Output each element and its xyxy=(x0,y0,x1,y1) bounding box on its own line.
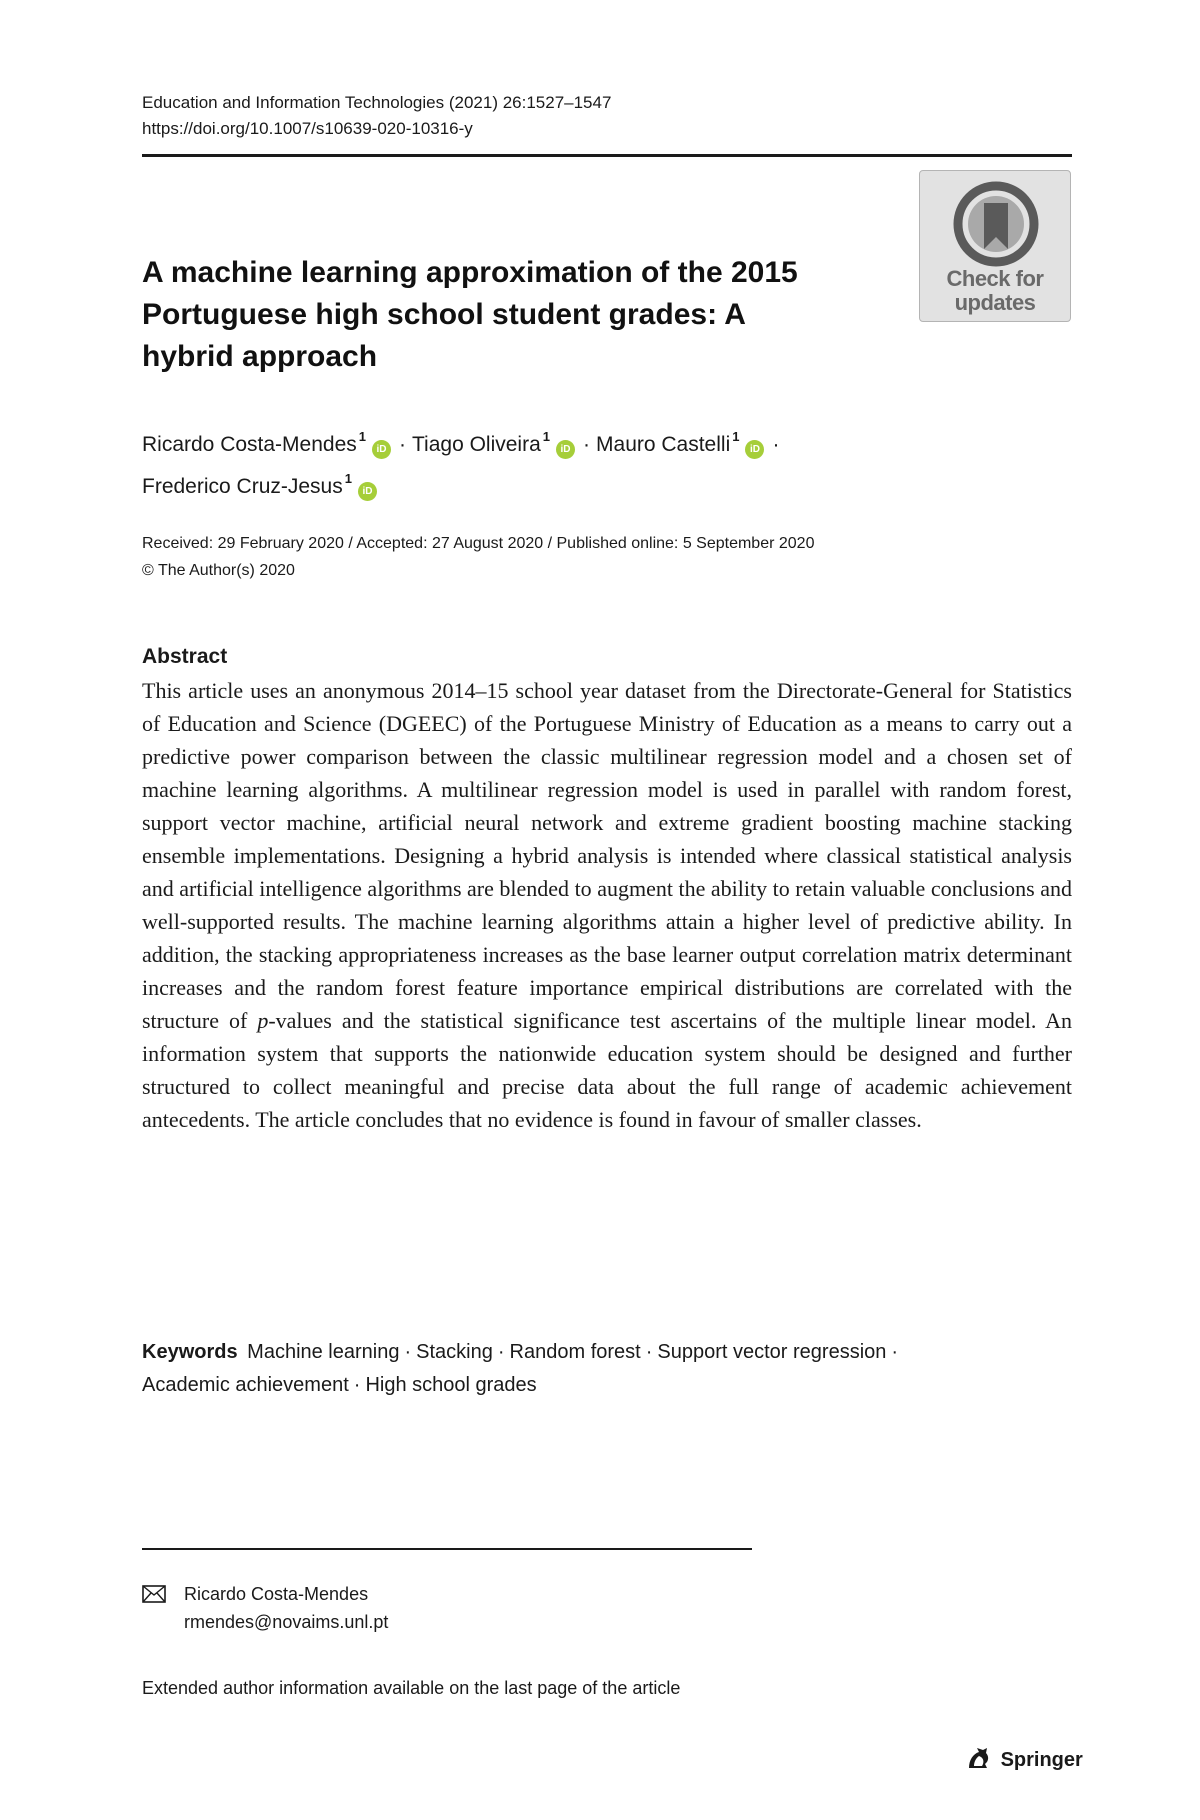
orcid-icon[interactable]: iD xyxy=(358,482,377,501)
keyword: Machine learning xyxy=(247,1341,400,1363)
publisher-name: Springer xyxy=(1000,1749,1083,1771)
keyword: Support vector regression xyxy=(657,1341,887,1363)
author-separator: · xyxy=(583,433,591,456)
author-affiliation: 1 xyxy=(358,429,366,444)
keyword-separator: · xyxy=(353,1374,361,1396)
author-list xyxy=(142,420,785,504)
publication-dates xyxy=(142,530,814,584)
author-name[interactable]: Frederico Cruz-Jesus xyxy=(142,475,343,498)
extended-author-info: Extended author information available on the last page of the article xyxy=(142,1678,681,1698)
orcid-icon[interactable]: iD xyxy=(372,440,391,459)
author-affiliation: 1 xyxy=(542,429,551,444)
author-name[interactable]: Tiago Oliveira xyxy=(412,433,541,456)
doi-link[interactable]: https://doi.org/10.1007/s10639-020-10316-y xyxy=(142,119,473,138)
author-name[interactable]: Mauro Castelli xyxy=(596,433,731,456)
author-name[interactable]: Ricardo Costa-Mendes xyxy=(142,433,357,456)
check-label-line1: Check for xyxy=(946,266,1044,291)
keyword-separator: · xyxy=(404,1341,412,1363)
envelope-icon xyxy=(142,1585,166,1603)
check-for-updates-badge[interactable] xyxy=(919,170,1071,322)
springer-horse-icon xyxy=(965,1746,991,1770)
abstract-text xyxy=(142,674,1072,1136)
journal-header xyxy=(142,90,611,142)
keyword: Academic achievement xyxy=(142,1374,349,1396)
orcid-icon[interactable]: iD xyxy=(745,440,764,459)
paper-title: A machine learning approximation of the 2015 Portuguese high school student grades: A hybrid approach xyxy=(142,256,798,373)
keyword: Random forest xyxy=(509,1341,641,1363)
orcid-icon[interactable]: iD xyxy=(556,440,575,459)
keyword: Stacking xyxy=(416,1341,493,1363)
correspondence xyxy=(142,1580,388,1636)
dates-line: Received: 29 February 2020 / Accepted: 27 August 2020 / Published online: 5 September 2020 xyxy=(142,535,815,552)
author-affiliation: 1 xyxy=(732,429,740,444)
author-affiliation: 1 xyxy=(344,471,352,486)
keyword-separator: · xyxy=(891,1341,899,1363)
keyword-separator: · xyxy=(497,1341,505,1363)
corresponding-email[interactable]: rmendes@novaims.unl.pt xyxy=(184,1612,389,1632)
author-separator: · xyxy=(772,433,780,456)
abstract-heading: Abstract xyxy=(142,645,228,668)
abstract-text-part2: -values and the statistical significance test ascertains of the multiple linear model. An information system that supports the nationwide education system should be designed and further structured to collect meaningful and precise data about the full range of academic achievement antecedents. The article concludes that no evidence is found in favour of smaller classes. xyxy=(142,1008,1072,1132)
header-rule xyxy=(142,154,1072,157)
crossmark-icon xyxy=(951,179,1041,269)
publisher-logo xyxy=(965,1746,1083,1772)
keyword-separator: · xyxy=(645,1341,653,1363)
check-label-line2: updates xyxy=(954,290,1036,315)
keywords xyxy=(142,1336,1072,1402)
p-symbol: p xyxy=(257,1008,269,1033)
abstract-text-part1: This article uses an anonymous 2014–15 school year dataset from the Directorate-General for Statistics of Education and Science (DGEEC) of the Portuguese Ministry of Education as a means to carry out a predictive power comparison between the classic multilinear regression model and a chosen set of machine learning algorithms. A multilinear regression model is used in parallel with random forest, support vector machine, artificial neural network and extreme gradient boosting machine stacking ensemble implementations. Designing a hybrid analysis is intended where classical statistical analysis and artificial intelligence algorithms are blended to augment the ability to retain valuable conclusions and well-supported results. The machine learning algorithms attain a higher level of predictive ability. In addition, the stacking appropriateness increases as the base learner output correlation matrix determinant increases and the random forest feature importance empirical distributions are correlated with the structure of xyxy=(142,678,1072,1033)
keywords-label: Keywords xyxy=(142,1341,238,1363)
footnote-rule xyxy=(142,1548,752,1550)
corresponding-author: Ricardo Costa-Mendes xyxy=(184,1584,369,1604)
journal-citation: Education and Information Technologies (2021) 26:1527–1547 xyxy=(142,93,612,112)
copyright-line: © The Author(s) 2020 xyxy=(142,562,295,579)
author-separator: · xyxy=(399,433,406,456)
keyword: High school grades xyxy=(365,1374,537,1396)
